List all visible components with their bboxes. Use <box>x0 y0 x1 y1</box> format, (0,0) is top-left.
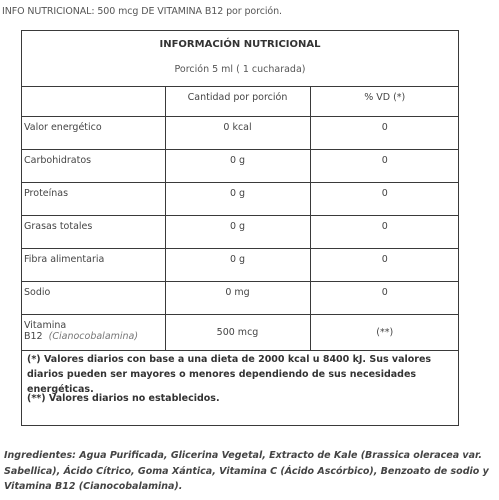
intro-text: INFO NUTRICIONAL: 500 mcg DE VITAMINA B12 por porción. <box>2 6 282 17</box>
portion-size: Porción 5 ml ( 1 cucharada) <box>174 64 306 75</box>
nutrient-amount: 0 g <box>165 249 310 282</box>
vitamin-label-line1: Vitamina <box>24 320 67 331</box>
nutrient-label-vitamin <box>22 315 165 351</box>
table-row <box>22 249 459 282</box>
nutrient-vd: (**) <box>310 315 459 351</box>
nutrient-vd: 0 <box>310 117 459 150</box>
table-row <box>22 315 459 351</box>
nutrient-amount: 0 g <box>165 183 310 216</box>
header-amount: Cantidad por porción <box>165 87 310 117</box>
nutrient-amount: 0 mg <box>165 282 310 315</box>
header-empty-cell <box>22 87 165 117</box>
nutrient-vd: 0 <box>310 249 459 282</box>
nutrient-amount: 0 kcal <box>165 117 310 150</box>
table-title: INFORMACIÓN NUTRICIONAL <box>159 39 321 50</box>
footnote-daily-values: (*) Valores diarios con base a una dieta de 2000 kcal u 8400 kJ. Sus valores diarios pueden ser mayores o menores dependiendo de sus necesidades energéticas. <box>27 354 432 395</box>
table-row <box>22 117 459 150</box>
ingredients-text: Ingredientes: Agua Purificada, Glicerina Vegetal, Extracto de Kale (Brassica oleracea var. Sabellica), Ácido Cítrico, Goma Xántica, Vitamina C (Ácido Ascórbico), Benzoato de sodio y Vitamina B12 (Cianocobalamina). <box>4 450 489 492</box>
table-header-row <box>22 87 459 117</box>
nutrient-vd: 0 <box>310 150 459 183</box>
nutrient-label: Sodio <box>22 282 165 315</box>
nutrition-table <box>22 86 459 351</box>
nutrition-facts-panel <box>21 30 459 426</box>
vitamin-label-sub: (Cianocobalamina) <box>48 331 139 342</box>
footnote-not-established: (**) Valores diarios no establecidos. <box>27 393 220 404</box>
nutrient-label: Carbohidratos <box>22 150 165 183</box>
nutrient-vd: 0 <box>310 183 459 216</box>
table-row <box>22 183 459 216</box>
nutrient-label: Fibra alimentaria <box>22 249 165 282</box>
nutrient-vd: 0 <box>310 282 459 315</box>
header-vd: % VD (*) <box>310 87 459 117</box>
vitamin-label-line2: B12 <box>24 331 43 342</box>
table-row <box>22 282 459 315</box>
nutrient-amount: 0 g <box>165 216 310 249</box>
nutrient-label: Proteínas <box>22 183 165 216</box>
table-row <box>22 150 459 183</box>
nutrient-vd: 0 <box>310 216 459 249</box>
table-row <box>22 216 459 249</box>
nutrient-amount: 0 g <box>165 150 310 183</box>
nutrient-label: Grasas totales <box>22 216 165 249</box>
nutrient-label: Valor energético <box>22 117 165 150</box>
nutrient-amount: 500 mcg <box>165 315 310 351</box>
